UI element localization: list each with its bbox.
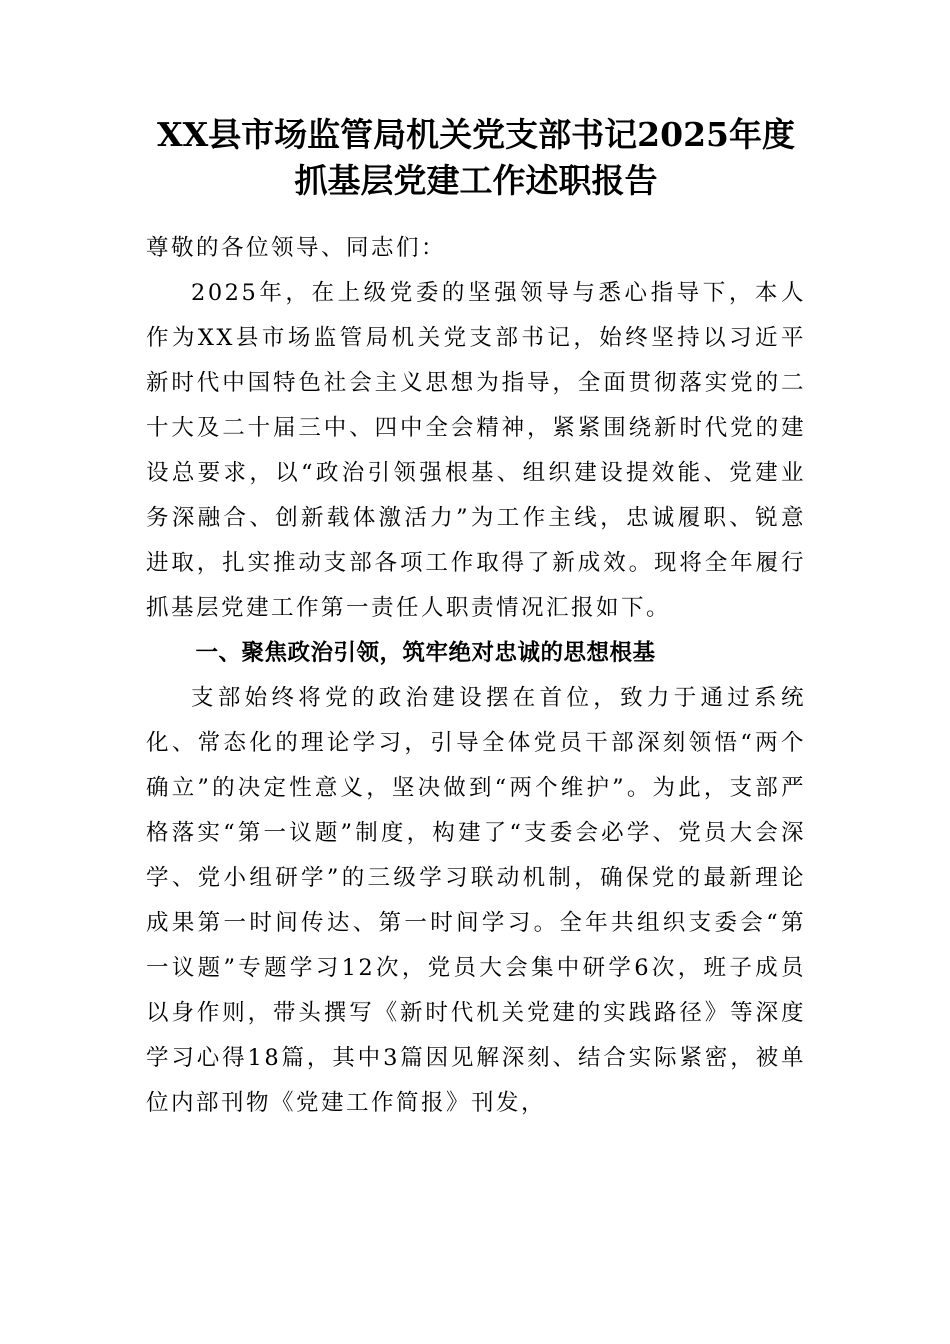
section-paragraph: 支部始终将党的政治建设摆在首位，致力于通过系统化、常态化的理论学习，引导全体党员干部深刻领悟“两个确立”的决定性意义，坚决做到“两个维护”。为此，支部严格落实“第一议题”制度，构建了“支委会必学、党员大会深学、党小组研学”的三级学习联动机制，确保党的最新理论成果第一时间传达、第一时间学习。全年共组织支委会“第一议题”专题学习12次，党员大会集中研学6次，班子成员以身作则，带头撰写《新时代机关党建的实践路径》等深度学习心得18篇，其中3篇因见解深刻、结合实际紧密，被单位内部刊物《党建工作简报》刊发， <box>146 685 806 1116</box>
document-title: XX县市场监管局机关党支部书记2025年度抓基层党建工作述职报告 <box>156 115 796 200</box>
salutation: 尊敬的各位领导、同志们： <box>146 235 447 261</box>
section-heading: 一、聚焦政治引领，筑牢绝对忠诚的思想根基 <box>195 640 656 666</box>
document-body <box>146 226 806 1126</box>
intro-paragraph: 2025年，在上级党委的坚强领导与悉心指导下，本人作为XX县市场监管局机关党支部书记，始终坚持以习近平新时代中国特色社会主义思想为指导，全面贯彻落实党的二十大及二十届三中、四中全会精神，紧紧围绕新时代党的建设总要求，以“政治引领强根基、组织建设提效能、党建业务深融合、创新载体激活力”为工作主线，忠诚履职、锐意进取，扎实推动支部各项工作取得了新成效。现将全年履行抓基层党建工作第一责任人职责情况汇报如下。 <box>146 280 806 621</box>
